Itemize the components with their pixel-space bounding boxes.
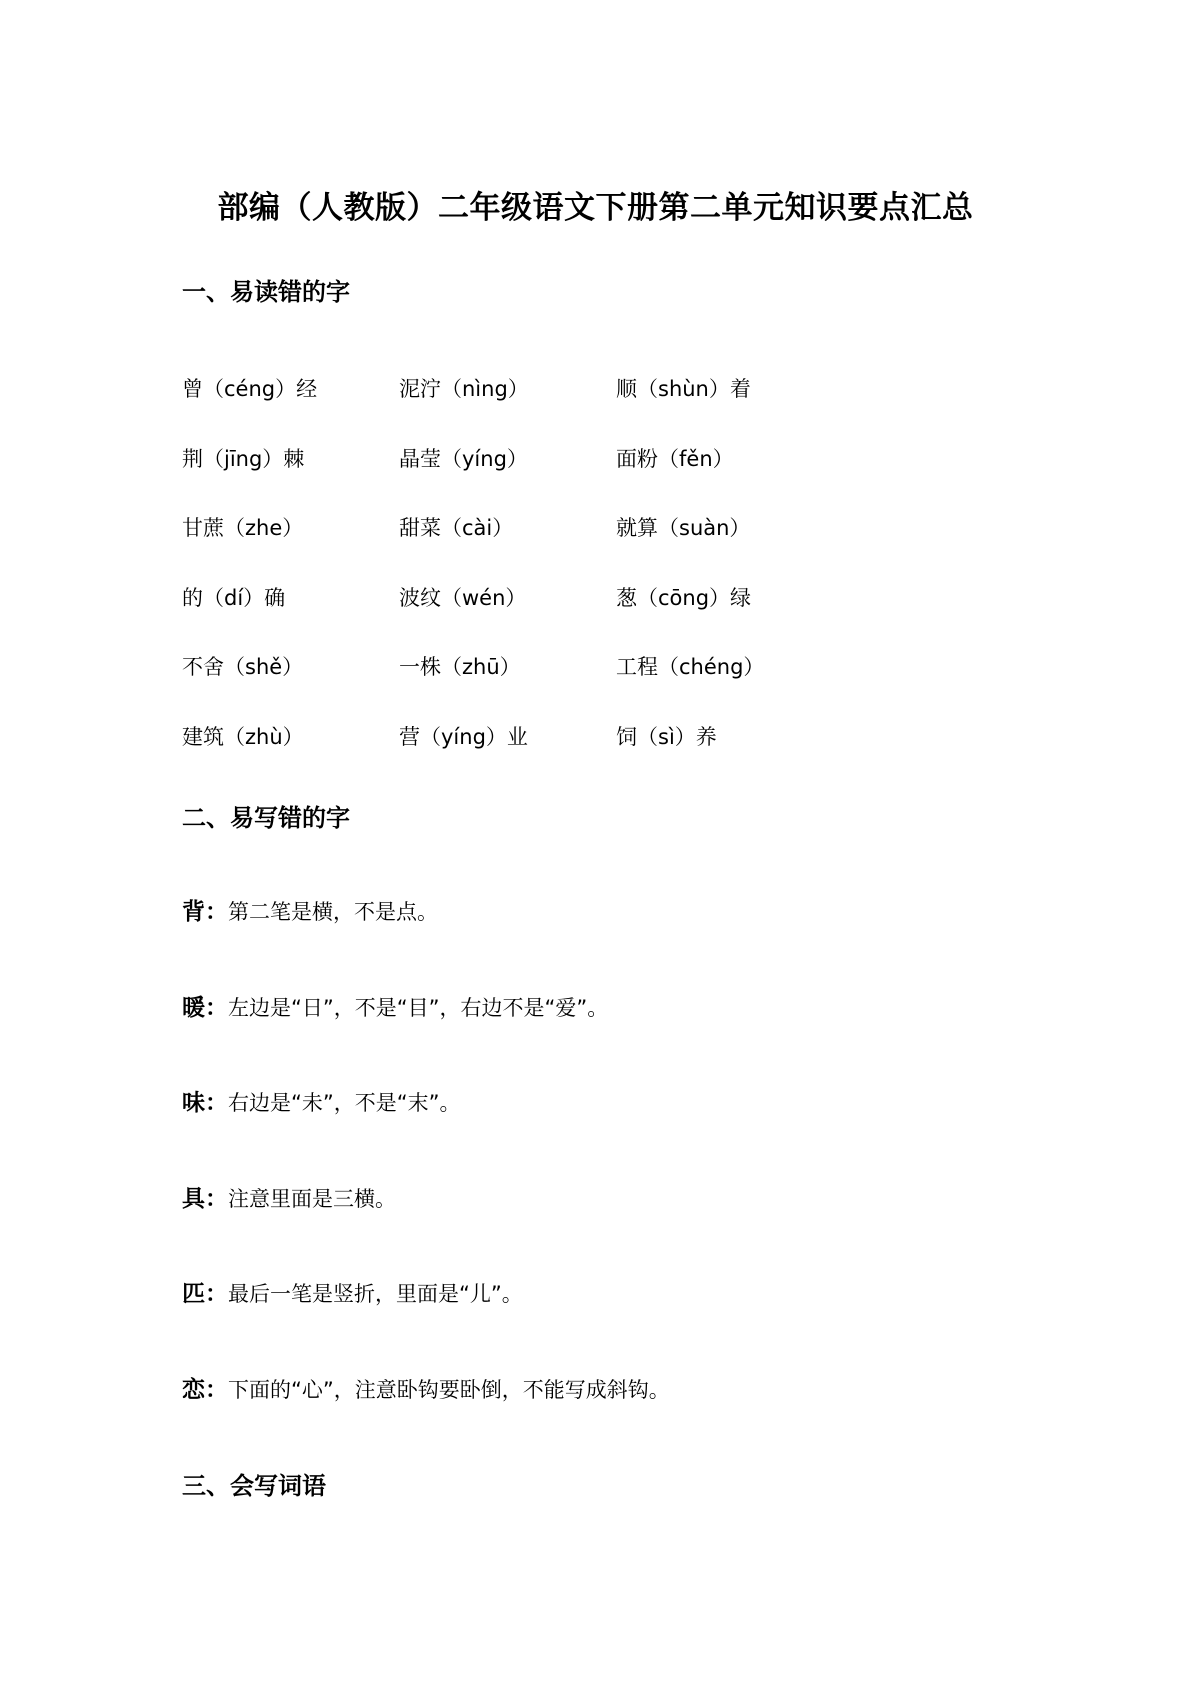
writing-char: 匹： bbox=[182, 1281, 228, 1307]
writing-note: 第二笔是横，不是点。 bbox=[228, 900, 438, 924]
writing-char: 暖： bbox=[182, 994, 228, 1021]
reading-item: 不舍（shě） bbox=[182, 655, 304, 679]
writing-note: 右边是“未”，不是“末”。 bbox=[228, 1091, 461, 1115]
section-heading-reading: 一、易读错的字 bbox=[182, 278, 350, 306]
reading-row bbox=[182, 583, 902, 653]
reading-item: 的（dí）确 bbox=[182, 585, 286, 610]
reading-item: 建筑（zhù） bbox=[182, 724, 304, 749]
writing-note: 下面的“心”，注意卧钩要卧倒，不能写成斜钩。 bbox=[228, 1377, 670, 1402]
reading-item: 晶莹（yíng） bbox=[399, 446, 528, 471]
reading-item: 营（yíng）业 bbox=[399, 724, 528, 749]
reading-row bbox=[182, 374, 902, 444]
writing-list bbox=[182, 896, 1002, 1469]
reading-item: 甘蔗（zhe） bbox=[182, 516, 304, 540]
writing-note: 最后一笔是竖折，里面是“儿”。 bbox=[228, 1282, 523, 1306]
writing-char: 味： bbox=[182, 1090, 228, 1116]
reading-list bbox=[182, 374, 902, 791]
reading-item: 一株（zhū） bbox=[399, 655, 521, 679]
reading-row bbox=[182, 513, 902, 583]
reading-row bbox=[182, 722, 902, 792]
reading-item: 面粉（fěn） bbox=[616, 446, 734, 471]
writing-item bbox=[182, 1087, 1002, 1183]
reading-item: 葱（cōng）绿 bbox=[616, 585, 752, 610]
writing-note: 左边是“日”，不是“目”，右边不是“爱”。 bbox=[228, 995, 609, 1020]
writing-item bbox=[182, 992, 1002, 1088]
reading-item: 甜菜（cài） bbox=[399, 516, 514, 540]
reading-item: 工程（chéng） bbox=[616, 655, 765, 679]
reading-item: 就算（suàn） bbox=[616, 516, 751, 540]
writing-note: 注意里面是三横。 bbox=[228, 1186, 396, 1211]
reading-item: 泥泞（nìng） bbox=[399, 377, 529, 401]
section-heading-words: 三、会写词语 bbox=[182, 1472, 326, 1500]
reading-item: 顺（shùn）着 bbox=[616, 377, 751, 401]
writing-item bbox=[182, 1374, 1002, 1470]
reading-item: 曾（céng）经 bbox=[182, 377, 318, 401]
writing-item bbox=[182, 896, 1002, 992]
writing-char: 具： bbox=[182, 1185, 228, 1212]
reading-row bbox=[182, 652, 902, 722]
page-title: 部编（人教版）二年级语文下册第二单元知识要点汇总 bbox=[217, 190, 974, 226]
section-heading-writing: 二、易写错的字 bbox=[182, 804, 350, 832]
writing-item bbox=[182, 1278, 1002, 1374]
writing-item bbox=[182, 1183, 1002, 1279]
reading-row bbox=[182, 444, 902, 514]
reading-item: 饲（sì）养 bbox=[616, 724, 717, 749]
writing-char: 恋： bbox=[182, 1376, 228, 1403]
reading-item: 荆（jīng）棘 bbox=[182, 446, 305, 471]
writing-char: 背： bbox=[182, 899, 228, 925]
reading-item: 波纹（wén） bbox=[399, 585, 527, 610]
